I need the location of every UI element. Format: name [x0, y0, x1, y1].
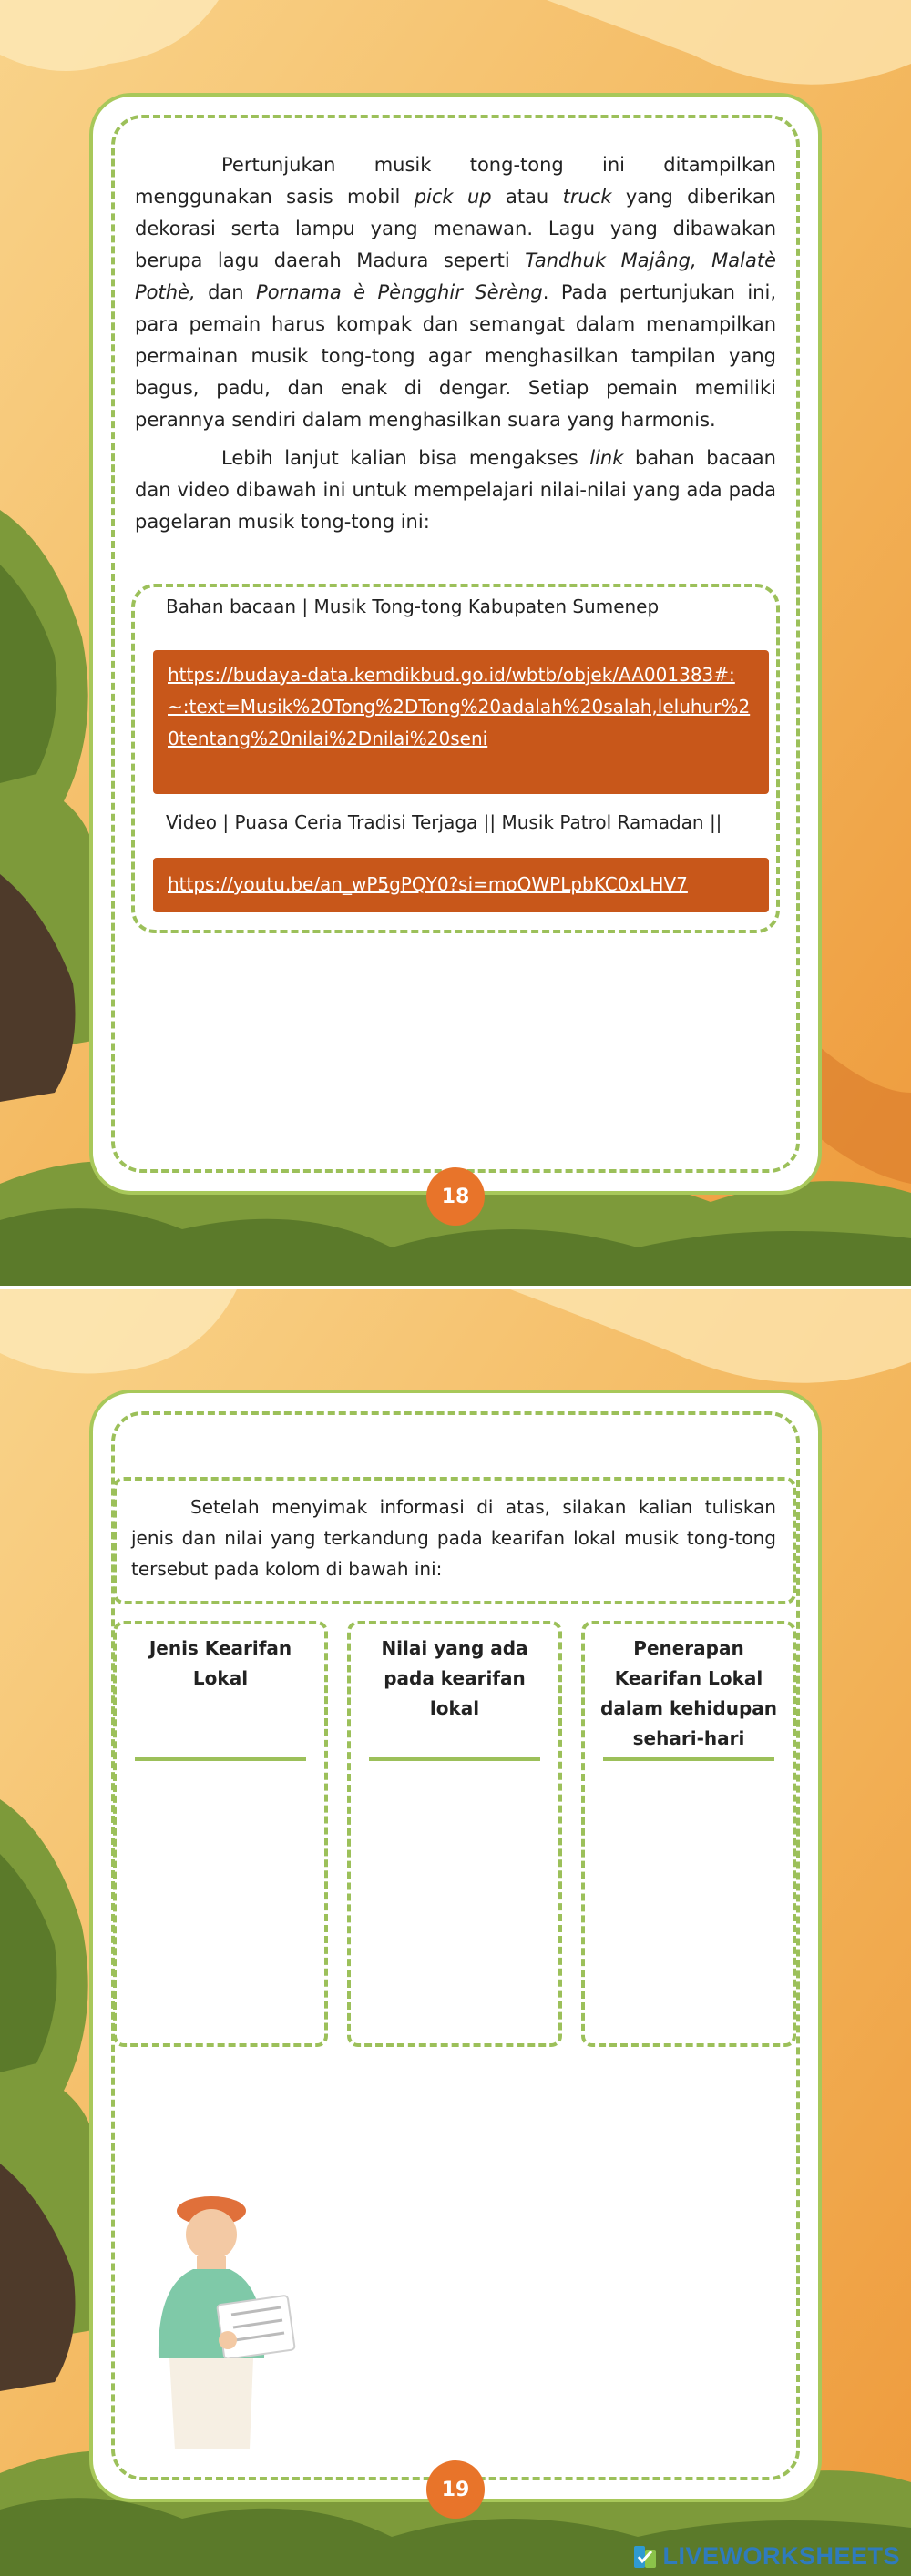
column-penerapan: [581, 1621, 796, 2047]
liveworksheets-logo[interactable]: [633, 2542, 900, 2571]
intro-paragraph: Pertunjukan musik tong-tong ini ditampilkan menggunakan sasis mobil pick up atau truck yang diberikan dekorasi serta lampu yang menawan. Lagu yang dibawakan berupa lagu daerah Madura seperti Tandhuk Majâng, Malatè Pothè, dan Pornama è Pèngghir Sèrèng. Pada pertunjukan ini, para pemain harus kompak dan semangat dalam menampilkan permainan musik tong-tong agar menghasilkan tampilan yang bagus, padu, dan enak di dengar. Setiap pemain memiliki perannya sendiri dalam menghasilkan suara yang harmonis.: [135, 154, 777, 431]
column-underline: [369, 1757, 540, 1761]
column-heading: Penerapan Kearifan Lokal dalam kehidupan sehari-hari: [600, 1637, 777, 1749]
content-card: [89, 93, 822, 1195]
instruction-text: Setelah menyimak informasi di atas, silakan kalian tuliskan jenis dan nilai yang terkandung pada kearifan lokal musik tong-tong tersebut pada kolom di bawah ini:: [131, 1496, 776, 1580]
column-jenis-kearifan: [113, 1621, 328, 2047]
content-card: [89, 1390, 822, 2502]
page-18: [0, 0, 911, 1286]
page-number-badge: 19: [426, 2460, 485, 2519]
column-underline: [603, 1757, 774, 1761]
reading-label: Bahan bacaan | Musik Tong-tong Kabupaten Sumenep: [166, 596, 660, 617]
column-nilai: [347, 1621, 562, 2047]
reading-link[interactable]: https://budaya-data.kemdikbud.go.id/wbtb/objek/AA001383#:~:text=Musik%20Tong%2DTong%20adalah%20salah,leluhur%20tentang%20nilai%2Dnilai%20seni: [168, 664, 751, 749]
column-heading: Nilai yang ada pada kearifan lokal: [381, 1637, 528, 1719]
column-underline: [135, 1757, 306, 1761]
video-link[interactable]: https://youtu.be/an_wP5gPQY0?si=moOWPLpbKC0xLHV7: [168, 873, 688, 895]
page-number-badge: 18: [426, 1167, 485, 1226]
column-heading: Jenis Kearifan Lokal: [148, 1637, 292, 1689]
reading-link-bar: [153, 650, 769, 794]
liveworksheets-icon: [633, 2544, 657, 2570]
video-label: Video | Puasa Ceria Tradisi Terjaga || Musik Patrol Ramadan ||: [166, 811, 722, 833]
link-intro-paragraph: Lebih lanjut kalian bisa mengakses link bahan bacaan dan video dibawah ini untuk mempelajari nilai-nilai yang ada pada pagelaran musik tong-tong ini:: [135, 447, 776, 533]
student-reading-illustration: [138, 2194, 321, 2459]
page-19: [0, 1289, 911, 2576]
video-link-bar: [153, 858, 769, 912]
watermark-text: LIVEWORKSHEETS: [662, 2542, 900, 2570]
instruction-box: [113, 1477, 796, 1604]
